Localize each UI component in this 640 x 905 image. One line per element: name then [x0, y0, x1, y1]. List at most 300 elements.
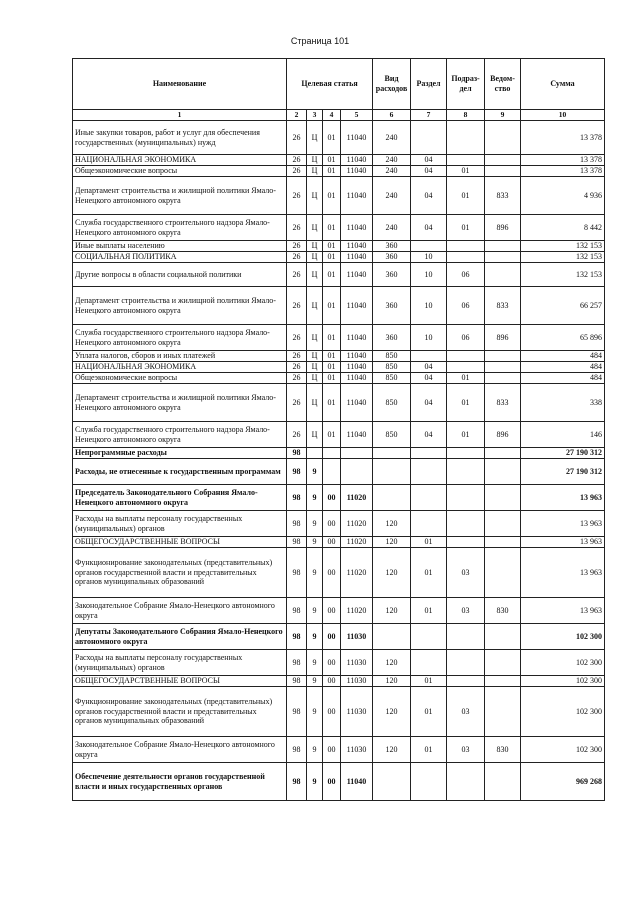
target-code-4-cell: 11040: [341, 155, 373, 166]
target-code-1-cell: 26: [287, 241, 307, 252]
sum-cell: 13 963: [521, 485, 605, 511]
row-name-cell: Служба государственного строительного надзора Ямало-Ненецкого автономного округа: [73, 422, 287, 448]
target-code-1-cell: 98: [287, 676, 307, 687]
target-code-3-cell: 01: [323, 422, 341, 448]
column-number: 5: [341, 110, 373, 121]
vid-cell: 120: [373, 737, 411, 763]
sum-cell: 132 153: [521, 263, 605, 287]
table-row: [73, 485, 605, 511]
table-row: [73, 215, 605, 241]
vid-cell: 850: [373, 422, 411, 448]
vedomstvo-cell: 833: [485, 177, 521, 215]
vid-cell: [373, 448, 411, 459]
target-code-3-cell: 01: [323, 252, 341, 263]
razdel-cell: 01: [411, 687, 447, 737]
target-code-4-cell: 11040: [341, 325, 373, 351]
vedomstvo-cell: [485, 241, 521, 252]
podrazdel-cell: [447, 511, 485, 537]
target-code-2-cell: [307, 448, 323, 459]
target-code-3-cell: [323, 448, 341, 459]
podrazdel-cell: [447, 121, 485, 155]
vedomstvo-cell: 833: [485, 287, 521, 325]
vid-cell: 360: [373, 263, 411, 287]
target-code-3-cell: 01: [323, 384, 341, 422]
target-code-2-cell: Ц: [307, 252, 323, 263]
podrazdel-cell: [447, 351, 485, 362]
table-row: [73, 511, 605, 537]
vedomstvo-cell: [485, 373, 521, 384]
table-row: [73, 373, 605, 384]
target-code-4-cell: 11040: [341, 287, 373, 325]
sum-cell: 13 963: [521, 511, 605, 537]
target-code-1-cell: 98: [287, 737, 307, 763]
vedomstvo-cell: [485, 448, 521, 459]
target-code-4-cell: [341, 448, 373, 459]
target-code-2-cell: Ц: [307, 215, 323, 241]
podrazdel-cell: [447, 624, 485, 650]
table-row: [73, 448, 605, 459]
vid-cell: 240: [373, 155, 411, 166]
vedomstvo-cell: 830: [485, 598, 521, 624]
vedomstvo-cell: [485, 166, 521, 177]
vedomstvo-cell: [485, 511, 521, 537]
target-code-4-cell: 11020: [341, 511, 373, 537]
razdel-cell: 04: [411, 422, 447, 448]
column-number: 9: [485, 110, 521, 121]
target-code-4-cell: 11040: [341, 166, 373, 177]
sum-cell: 27 190 312: [521, 448, 605, 459]
sum-cell: 102 300: [521, 737, 605, 763]
table-row: [73, 384, 605, 422]
vedomstvo-cell: [485, 459, 521, 485]
target-code-3-cell: 01: [323, 263, 341, 287]
razdel-cell: 01: [411, 737, 447, 763]
razdel-cell: 04: [411, 384, 447, 422]
target-code-2-cell: Ц: [307, 325, 323, 351]
row-name-cell: Председатель Законодательного Собрания Ямало-Ненецкого автономного округа: [73, 485, 287, 511]
sum-cell: 65 896: [521, 325, 605, 351]
target-code-2-cell: 9: [307, 459, 323, 485]
column-number-row: [73, 110, 605, 121]
vid-cell: 120: [373, 537, 411, 548]
target-code-2-cell: Ц: [307, 351, 323, 362]
target-code-2-cell: 9: [307, 537, 323, 548]
podrazdel-cell: [447, 448, 485, 459]
table-row: [73, 121, 605, 155]
row-name-cell: Другие вопросы в области социальной политики: [73, 263, 287, 287]
row-name-cell: Иные закупки товаров, работ и услуг для обеспечения государственных (муниципальных) нужд: [73, 121, 287, 155]
target-code-4-cell: 11030: [341, 624, 373, 650]
target-code-3-cell: 00: [323, 511, 341, 537]
target-code-1-cell: 98: [287, 448, 307, 459]
sum-cell: 13 378: [521, 121, 605, 155]
table-row: [73, 624, 605, 650]
sum-cell: 27 190 312: [521, 459, 605, 485]
target-code-1-cell: 26: [287, 155, 307, 166]
podrazdel-cell: [447, 241, 485, 252]
target-code-3-cell: 01: [323, 166, 341, 177]
target-code-3-cell: 01: [323, 351, 341, 362]
row-name-cell: СОЦИАЛЬНАЯ ПОЛИТИКА: [73, 252, 287, 263]
podrazdel-cell: [447, 155, 485, 166]
target-code-2-cell: Ц: [307, 362, 323, 373]
column-number: 8: [447, 110, 485, 121]
target-code-3-cell: 00: [323, 624, 341, 650]
sum-cell: 484: [521, 373, 605, 384]
target-code-2-cell: 9: [307, 737, 323, 763]
table-row: [73, 763, 605, 801]
target-code-3-cell: 00: [323, 650, 341, 676]
sum-cell: 4 936: [521, 177, 605, 215]
razdel-cell: 04: [411, 177, 447, 215]
row-name-cell: Обеспечение деятельности органов государственной власти и иных государственных органов: [73, 763, 287, 801]
table-row: [73, 459, 605, 485]
podrazdel-cell: [447, 763, 485, 801]
vedomstvo-cell: [485, 537, 521, 548]
table-row: [73, 287, 605, 325]
table-row: [73, 166, 605, 177]
target-code-2-cell: 9: [307, 676, 323, 687]
vid-cell: 240: [373, 121, 411, 155]
vid-cell: 360: [373, 241, 411, 252]
vedomstvo-cell: [485, 252, 521, 263]
target-code-3-cell: 01: [323, 362, 341, 373]
vid-cell: 360: [373, 252, 411, 263]
podrazdel-cell: 06: [447, 287, 485, 325]
header-name: Наименование: [73, 59, 287, 110]
row-name-cell: Расходы, не отнесенные к государственным программам: [73, 459, 287, 485]
target-code-4-cell: 11040: [341, 121, 373, 155]
row-name-cell: Расходы на выплаты персоналу государственных (муниципальных) органов: [73, 511, 287, 537]
target-code-4-cell: 11040: [341, 177, 373, 215]
header-podrazdel: Подраз-дел: [447, 59, 485, 110]
podrazdel-cell: 03: [447, 548, 485, 598]
target-code-3-cell: [323, 459, 341, 485]
vid-cell: 120: [373, 598, 411, 624]
podrazdel-cell: [447, 676, 485, 687]
vid-cell: 120: [373, 548, 411, 598]
target-code-3-cell: 00: [323, 687, 341, 737]
row-name-cell: Законодательное Собрание Ямало-Ненецкого автономного округа: [73, 598, 287, 624]
table-row: [73, 687, 605, 737]
razdel-cell: 01: [411, 598, 447, 624]
podrazdel-cell: [447, 537, 485, 548]
table-row: [73, 737, 605, 763]
razdel-cell: 01: [411, 548, 447, 598]
vid-cell: 360: [373, 325, 411, 351]
target-code-2-cell: Ц: [307, 177, 323, 215]
target-code-2-cell: Ц: [307, 287, 323, 325]
target-code-1-cell: 98: [287, 485, 307, 511]
target-code-4-cell: 11040: [341, 263, 373, 287]
sum-cell: 13 963: [521, 598, 605, 624]
sum-cell: 969 268: [521, 763, 605, 801]
razdel-cell: 04: [411, 155, 447, 166]
sum-cell: 102 300: [521, 687, 605, 737]
podrazdel-cell: [447, 650, 485, 676]
row-name-cell: НАЦИОНАЛЬНАЯ ЭКОНОМИКА: [73, 362, 287, 373]
target-code-4-cell: [341, 459, 373, 485]
row-name-cell: Департамент строительства и жилищной политики Ямало-Ненецкого автономного округа: [73, 287, 287, 325]
target-code-3-cell: 01: [323, 287, 341, 325]
razdel-cell: [411, 763, 447, 801]
vedomstvo-cell: [485, 121, 521, 155]
table-row: [73, 155, 605, 166]
target-code-2-cell: 9: [307, 598, 323, 624]
row-name-cell: Законодательное Собрание Ямало-Ненецкого автономного округа: [73, 737, 287, 763]
target-code-3-cell: 01: [323, 215, 341, 241]
column-number: 7: [411, 110, 447, 121]
vid-cell: 240: [373, 215, 411, 241]
row-name-cell: Служба государственного строительного надзора Ямало-Ненецкого автономного округа: [73, 215, 287, 241]
row-name-cell: Функционирование законодательных (представительных) органов государственной власти и представительных органов муниципальных образований: [73, 548, 287, 598]
header-vid: Вид расходов: [373, 59, 411, 110]
vedomstvo-cell: 896: [485, 325, 521, 351]
vedomstvo-cell: [485, 155, 521, 166]
table-row: [73, 241, 605, 252]
podrazdel-cell: 06: [447, 263, 485, 287]
target-code-4-cell: 11040: [341, 252, 373, 263]
target-code-3-cell: 00: [323, 598, 341, 624]
target-code-1-cell: 98: [287, 650, 307, 676]
vid-cell: 360: [373, 287, 411, 325]
podrazdel-cell: [447, 252, 485, 263]
table-row: [73, 537, 605, 548]
page-header: Страница 101: [290, 36, 350, 46]
razdel-cell: 04: [411, 373, 447, 384]
vid-cell: 120: [373, 511, 411, 537]
vedomstvo-cell: [485, 676, 521, 687]
podrazdel-cell: 01: [447, 166, 485, 177]
target-code-4-cell: 11040: [341, 384, 373, 422]
row-name-cell: Иные выплаты населению: [73, 241, 287, 252]
vid-cell: 120: [373, 676, 411, 687]
sum-cell: 132 153: [521, 241, 605, 252]
sum-cell: 102 300: [521, 650, 605, 676]
target-code-2-cell: Ц: [307, 166, 323, 177]
vedomstvo-cell: 830: [485, 737, 521, 763]
target-code-4-cell: 11040: [341, 422, 373, 448]
target-code-1-cell: 26: [287, 215, 307, 241]
target-code-4-cell: 11040: [341, 362, 373, 373]
razdel-cell: 04: [411, 362, 447, 373]
target-code-3-cell: 01: [323, 241, 341, 252]
razdel-cell: [411, 485, 447, 511]
sum-cell: 484: [521, 351, 605, 362]
target-code-3-cell: 00: [323, 676, 341, 687]
razdel-cell: 10: [411, 325, 447, 351]
row-name-cell: Департамент строительства и жилищной политики Ямало-Ненецкого автономного округа: [73, 384, 287, 422]
podrazdel-cell: 01: [447, 177, 485, 215]
table-row: [73, 676, 605, 687]
target-code-4-cell: 11040: [341, 373, 373, 384]
sum-cell: 13 378: [521, 166, 605, 177]
vedomstvo-cell: [485, 351, 521, 362]
target-code-2-cell: Ц: [307, 263, 323, 287]
vedomstvo-cell: [485, 624, 521, 650]
header-summa: Сумма: [521, 59, 605, 110]
target-code-1-cell: 26: [287, 287, 307, 325]
sum-cell: 13 378: [521, 155, 605, 166]
target-code-1-cell: 98: [287, 687, 307, 737]
razdel-cell: [411, 624, 447, 650]
row-name-cell: Непрограммные расходы: [73, 448, 287, 459]
target-code-3-cell: 01: [323, 373, 341, 384]
target-code-4-cell: 11030: [341, 737, 373, 763]
target-code-1-cell: 98: [287, 624, 307, 650]
podrazdel-cell: 03: [447, 598, 485, 624]
razdel-cell: 01: [411, 676, 447, 687]
target-code-2-cell: 9: [307, 485, 323, 511]
vedomstvo-cell: [485, 263, 521, 287]
target-code-1-cell: 26: [287, 325, 307, 351]
row-name-cell: Департамент строительства и жилищной политики Ямало-Ненецкого автономного округа: [73, 177, 287, 215]
table-row: [73, 598, 605, 624]
column-number: 10: [521, 110, 605, 121]
column-number: 6: [373, 110, 411, 121]
vid-cell: 850: [373, 351, 411, 362]
vid-cell: [373, 459, 411, 485]
razdel-cell: [411, 459, 447, 485]
target-code-4-cell: 11030: [341, 650, 373, 676]
target-code-4-cell: 11040: [341, 351, 373, 362]
target-code-4-cell: 11040: [341, 215, 373, 241]
razdel-cell: 10: [411, 263, 447, 287]
table-row: [73, 548, 605, 598]
target-code-3-cell: 01: [323, 155, 341, 166]
vedomstvo-cell: 833: [485, 384, 521, 422]
target-code-2-cell: 9: [307, 548, 323, 598]
row-name-cell: Функционирование законодательных (представительных) органов государственной власти и представительных органов муниципальных образований: [73, 687, 287, 737]
header-target: Целевая статья: [287, 59, 373, 110]
razdel-cell: 10: [411, 287, 447, 325]
target-code-4-cell: 11030: [341, 676, 373, 687]
podrazdel-cell: 01: [447, 373, 485, 384]
table-row: [73, 650, 605, 676]
target-code-2-cell: Ц: [307, 384, 323, 422]
vid-cell: [373, 763, 411, 801]
column-number: 4: [323, 110, 341, 121]
table-row: [73, 252, 605, 263]
sum-cell: 8 442: [521, 215, 605, 241]
row-name-cell: НАЦИОНАЛЬНАЯ ЭКОНОМИКА: [73, 155, 287, 166]
sum-cell: 338: [521, 384, 605, 422]
razdel-cell: [411, 650, 447, 676]
podrazdel-cell: [447, 485, 485, 511]
podrazdel-cell: 03: [447, 737, 485, 763]
budget-table: [72, 58, 605, 801]
target-code-2-cell: 9: [307, 624, 323, 650]
target-code-1-cell: 98: [287, 537, 307, 548]
row-name-cell: Расходы на выплаты персоналу государственных (муниципальных) органов: [73, 650, 287, 676]
vid-cell: 240: [373, 177, 411, 215]
razdel-cell: 04: [411, 215, 447, 241]
podrazdel-cell: 01: [447, 422, 485, 448]
target-code-3-cell: 00: [323, 548, 341, 598]
razdel-cell: 04: [411, 166, 447, 177]
target-code-1-cell: 26: [287, 177, 307, 215]
target-code-2-cell: 9: [307, 650, 323, 676]
razdel-cell: 01: [411, 537, 447, 548]
target-code-3-cell: 01: [323, 325, 341, 351]
target-code-4-cell: 11020: [341, 485, 373, 511]
table-row: [73, 422, 605, 448]
target-code-1-cell: 26: [287, 373, 307, 384]
podrazdel-cell: [447, 362, 485, 373]
razdel-cell: [411, 121, 447, 155]
vedomstvo-cell: 896: [485, 215, 521, 241]
target-code-1-cell: 26: [287, 362, 307, 373]
target-code-4-cell: 11030: [341, 687, 373, 737]
target-code-1-cell: 26: [287, 351, 307, 362]
podrazdel-cell: [447, 459, 485, 485]
target-code-1-cell: 26: [287, 263, 307, 287]
sum-cell: 13 963: [521, 548, 605, 598]
target-code-4-cell: 11040: [341, 241, 373, 252]
sum-cell: 13 963: [521, 537, 605, 548]
vid-cell: 850: [373, 384, 411, 422]
sum-cell: 102 300: [521, 676, 605, 687]
row-name-cell: ОБЩЕГОСУДАРСТВЕННЫЕ ВОПРОСЫ: [73, 537, 287, 548]
podrazdel-cell: 01: [447, 215, 485, 241]
vedomstvo-cell: [485, 485, 521, 511]
razdel-cell: [411, 448, 447, 459]
column-number: 2: [287, 110, 307, 121]
sum-cell: 66 257: [521, 287, 605, 325]
target-code-2-cell: Ц: [307, 241, 323, 252]
table-row: [73, 325, 605, 351]
vid-cell: 120: [373, 650, 411, 676]
target-code-2-cell: Ц: [307, 422, 323, 448]
vedomstvo-cell: 896: [485, 422, 521, 448]
target-code-1-cell: 26: [287, 252, 307, 263]
razdel-cell: 10: [411, 252, 447, 263]
vedomstvo-cell: [485, 362, 521, 373]
target-code-3-cell: 01: [323, 121, 341, 155]
sum-cell: 102 300: [521, 624, 605, 650]
target-code-2-cell: Ц: [307, 121, 323, 155]
table-row: [73, 351, 605, 362]
target-code-3-cell: 00: [323, 763, 341, 801]
target-code-3-cell: 00: [323, 537, 341, 548]
table-row: [73, 177, 605, 215]
target-code-1-cell: 98: [287, 511, 307, 537]
target-code-2-cell: 9: [307, 687, 323, 737]
column-number: 1: [73, 110, 287, 121]
vid-cell: 120: [373, 687, 411, 737]
vedomstvo-cell: [485, 763, 521, 801]
row-name-cell: Служба государственного строительного надзора Ямало-Ненецкого автономного округа: [73, 325, 287, 351]
target-code-3-cell: 00: [323, 485, 341, 511]
vedomstvo-cell: [485, 548, 521, 598]
target-code-4-cell: 11020: [341, 598, 373, 624]
target-code-2-cell: 9: [307, 763, 323, 801]
vedomstvo-cell: [485, 650, 521, 676]
table-row: [73, 362, 605, 373]
target-code-1-cell: 98: [287, 598, 307, 624]
target-code-2-cell: Ц: [307, 155, 323, 166]
target-code-1-cell: 98: [287, 763, 307, 801]
podrazdel-cell: 03: [447, 687, 485, 737]
target-code-1-cell: 26: [287, 384, 307, 422]
razdel-cell: [411, 511, 447, 537]
target-code-4-cell: 11020: [341, 537, 373, 548]
target-code-2-cell: Ц: [307, 373, 323, 384]
target-code-3-cell: 01: [323, 177, 341, 215]
razdel-cell: [411, 241, 447, 252]
row-name-cell: Общеэкономические вопросы: [73, 373, 287, 384]
target-code-4-cell: 11020: [341, 548, 373, 598]
